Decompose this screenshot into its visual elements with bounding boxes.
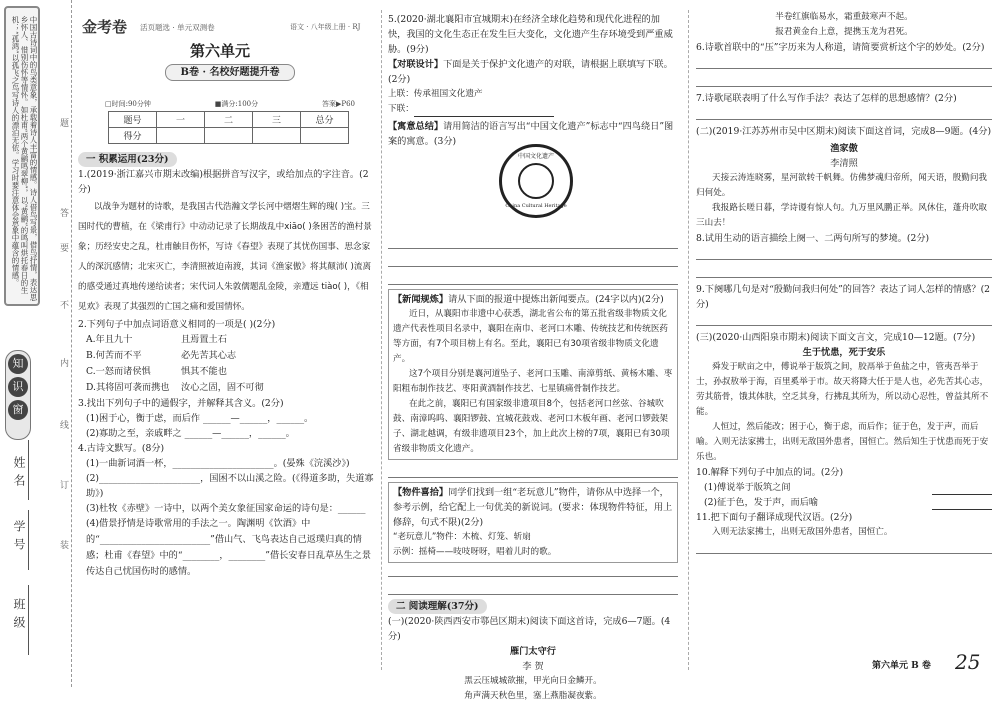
question-2-options <box>78 332 374 396</box>
question-10a-row <box>696 480 992 495</box>
question-10a: (1)傅说举于版筑之间 <box>704 482 791 493</box>
classical-paragraph: 人恒过，然后能改；困于心，衡于虑，而后作；征于色，发于声，而后喻。入则无法家拂士，出则无敌国外患者，国恒亡。然后知生于忧患而死于安乐也。 <box>696 422 989 462</box>
class-line[interactable] <box>28 585 29 655</box>
object-example: 示例：摇椅——吱吱呀呀，唱着儿时的歌。 <box>393 547 557 557</box>
score-header-cell: 二 <box>205 112 253 128</box>
question-3a[interactable]: (1)困于心，衡于虑，而后作 ______—______，______。 <box>86 413 314 424</box>
option-text[interactable]: C.一怒而诸侯惧 <box>86 366 151 377</box>
class-label: 班级 <box>12 598 26 634</box>
question-1-passage: 以战争为题材的诗歌，是我国古代浩瀚文学长河中熠熠生辉的瑰( )宝。三国时代的曹植，在《梁甫行》中动动记录了长期战乱中xiāo( )条困苦的渔村景象；历经安史之乱，杜甫触目伤怀，写诗《春望》表现了其忧伤国事、思念家人的深沉感情；北宋灭亡，李清照被迫南渡，其词《渔家傲》将其颠沛( )流离的感受通过真地传递给读者；宋代词人朱敦儒题乱金陵，亲遭远 tiào( )，《相见欢》表现了其强烈的亡国之痛和爱国情怀。 <box>78 202 372 312</box>
score-header-cell: 一 <box>157 112 205 128</box>
seal-char: 线 <box>58 420 68 429</box>
poem-line: 黑云压城城欲摧，甲光向日金鳞开。 <box>464 676 602 686</box>
question-4a[interactable]: (1)一曲新词酒一杯，______________________。(晏殊《浣溪沙》) <box>86 458 350 469</box>
question-11-sentence: 入则无法家拂士，出则无敌国外患者，国恒亡。 <box>712 527 893 537</box>
poem-line: 报君黄金台上意，提携玉龙为君死。 <box>775 27 913 37</box>
question-8: 8.试用生动的语言描绘上阕一、二两句所写的梦境。(2分) <box>696 233 930 244</box>
answer-line[interactable] <box>696 312 992 326</box>
question-4b[interactable]: (2)______________________，国困不以山溪之险。(《得道多助，失道寡助》) <box>86 473 374 499</box>
id-label: 学号 <box>12 520 26 556</box>
news-paragraph: 这7个项目分别是襄河道坠子、老河口玉雕、南漳剪纸、黄杨木雕、枣阳粗布制作技艺、枣阳黄酒制作技艺、七星镇痛骨制作技艺。 <box>393 369 673 394</box>
ci-paragraph: 天接云涛连晓雾，星河欲转千帆舞。仿佛梦魂归帝所，闻天语，殷勤问我归何处。 <box>696 173 988 198</box>
emblem-sun <box>518 163 554 199</box>
option-text[interactable]: A.年且九十 <box>86 334 133 345</box>
knowledge-banner <box>4 6 40 306</box>
ci-paragraph: 我报路长嗟日暮，学诗谩有惊人句。九万里风鹏正举。风休住，蓬舟吹取三山去！ <box>696 203 988 228</box>
answer-blank[interactable] <box>932 480 992 495</box>
question-4c[interactable]: (3)杜牧《赤壁》一诗中，以两个美女象征国家命运的诗句是：______ <box>86 503 366 514</box>
exam-meta <box>105 99 355 109</box>
news-box <box>388 289 678 460</box>
option-text: 且焉置土石 <box>181 334 227 345</box>
subject-label: 语文 · 八年级上册 · RJ <box>290 23 361 31</box>
question-10: 10.解释下列句子中加点的词。(2分) <box>696 467 844 478</box>
unit-title: 第六单元 <box>190 42 251 60</box>
score-label-cell: 得分 <box>109 128 157 144</box>
score-header-cell: 总分 <box>301 112 349 128</box>
lower-couplet-blank[interactable] <box>414 102 554 117</box>
seal-char: 不 <box>58 300 68 309</box>
classical-title: 生于忧患，死于安乐 <box>802 347 886 358</box>
name-label: 姓名 <box>12 456 26 492</box>
seal-char: 题 <box>58 118 68 127</box>
news-paragraph: 在此之前，襄阳已有国家级非遗项目8个，包括老河口丝弦、谷城吹鼓、南漳呜呜、襄阳锣鼓、宜城花鼓戏、老河口木板年画、老河口锣鼓架子、湖北越调，有级非遗项目23个，加上此次上榜的7项，襄阳已有30项省级非物质文化遗产。 <box>393 399 670 454</box>
object-heading: 【物件喜拾】 <box>393 487 449 498</box>
emblem-bottom-text: China Cultural Heritage <box>505 203 567 209</box>
answer-line[interactable] <box>388 253 678 267</box>
answer-line[interactable] <box>696 264 992 278</box>
column-left <box>78 152 374 580</box>
poem-author: 李 贺 <box>522 661 544 672</box>
poem-title: 雁门太守行 <box>510 646 556 657</box>
question-6: 6.诗歌首联中的“压”字历来为人称道，请简要赏析这个字的妙处。(2分) <box>696 42 985 53</box>
column-middle <box>388 12 678 704</box>
couplet-heading: 【对联设计】 <box>388 59 444 70</box>
question-4d[interactable]: (4)借景抒情是诗歌常用的手法之一。陶渊明《饮酒》中的“________________________”借山气、飞鸟表达自己返璞归真的情感；杜甫《春望》中的“________，________”借长安春日乱草丛生之景传达自己忧国伤时的感情。 <box>86 518 372 577</box>
poem-line: 角声满天秋色里，塞上燕脂凝夜紫。 <box>464 691 602 701</box>
question-10b-row <box>696 495 992 510</box>
binding-margin <box>0 0 72 687</box>
answer-line[interactable] <box>388 563 678 577</box>
badge-char: 识 <box>8 377 28 397</box>
score-header-cell: 题号 <box>109 112 157 128</box>
section-heading: 一 积累运用(23分) <box>78 152 177 167</box>
column-divider <box>381 10 382 670</box>
question-2: 2.下列句子中加点词语意义相同的一项是( )(2分) <box>78 319 276 330</box>
column-right <box>696 10 992 558</box>
time-info: □时间:90分钟 <box>105 100 151 108</box>
heritage-emblem <box>499 144 573 218</box>
question-3: 3.找出下列句子中的通假字，并解释其含义。(2分) <box>78 398 284 409</box>
series-label: 活页题选 · 单元双测卷 <box>140 23 215 32</box>
option-text: 必先苦其心志 <box>181 350 237 361</box>
answer-line[interactable] <box>696 246 992 260</box>
answer-line[interactable] <box>388 235 678 249</box>
badge-char: 窗 <box>8 400 28 420</box>
column-divider <box>688 10 689 670</box>
news-heading: 【新闻规炼】 <box>393 294 449 305</box>
object-question: 同学们找到一组“老玩意儿”物件，请你从中选择一个，参考示例，给它配上一句优美的新说词。(要求：体现物件特征，用上修辞，句式不限)(2分) <box>393 487 673 528</box>
question-1: 1.(2019·浙江嘉兴市期末改编)根据拼音写汉字，或给加点的字注音。(2分) <box>78 169 369 195</box>
upper-couplet: 上联：传承祖国文化遗产 <box>388 89 483 99</box>
badge-char: 知 <box>8 354 28 374</box>
answer-line[interactable] <box>388 464 678 478</box>
section-heading: 二 阅读理解(37分) <box>388 599 487 614</box>
page-number: 25 <box>955 650 981 674</box>
id-line[interactable] <box>28 510 29 570</box>
question-7: 7.诗歌尾联表明了什么写作手法？表达了怎样的思想感情？(2分) <box>696 93 957 104</box>
score-table <box>108 111 349 144</box>
seal-char: 要 <box>58 243 68 252</box>
option-text[interactable]: B.何苦而不平 <box>86 350 142 361</box>
answer-line[interactable] <box>696 73 992 87</box>
reading-1-intro: (一)(2020·陕西西安市鄠邑区期末)阅读下面这首诗，完成6—7题。(4分) <box>388 616 671 642</box>
page-footer: 第六单元 B 卷 <box>872 661 931 671</box>
classical-paragraph: 舜发于畎亩之中，傅说举于版筑之间，胶鬲举于鱼盐之中，管夷吾举于士，孙叔敖举于海，百里奚举于市。故天将降大任于是人也，必先苦其心志，劳其筋骨，饿其体肤，空乏其身，行拂乱其所为，所以动心忍性，曾益其所不能。 <box>696 362 989 417</box>
question-11: 11.把下面句子翻译成现代汉语。(2分) <box>696 512 853 523</box>
knowledge-badge <box>5 350 31 440</box>
question-3b[interactable]: (2)寡助之至，亲戚畔之 ______—______，______。 <box>86 428 295 439</box>
meaning-question: 请用简洁的语言写出“中国文化遗产”标志中“四鸟绕日”图案的寓意。(3分) <box>388 121 674 147</box>
answer-blank[interactable] <box>932 495 992 510</box>
reading-3-intro: (三)(2020·山西阳泉市期末)阅读下面文言文，完成10—12题。(7分) <box>696 332 976 343</box>
score-info: ■满分:100分 <box>214 100 259 108</box>
ci-title: 渔家傲 <box>830 143 858 154</box>
seal-char: 订 <box>58 480 68 489</box>
score-header-cell: 三 <box>253 112 301 128</box>
answer-line[interactable] <box>388 271 678 285</box>
paper-subtitle: B卷 · 名校好题提升卷 <box>165 64 295 81</box>
reading-2-intro: (二)(2019·江苏苏州市吴中区期末)阅读下面这首词，完成8—9题。(4分) <box>696 126 992 137</box>
answer-line[interactable] <box>696 55 992 69</box>
score-cell[interactable] <box>205 128 253 144</box>
couplet-question: 下面是关于保护文化遗产的对联，请根据上联填写下联。(2分) <box>388 59 673 85</box>
news-paragraph: 近日，从襄阳市非遗中心获悉，湖北省公布的第五批省级非物质文化遗产代表性项目名录中，襄阳在南巾、老河口木雕、传统技艺和传统医药等方面，有7个项目榜上有名。至此，襄阳已有30项省级非物质文化遗产。 <box>393 309 669 364</box>
answer-line[interactable] <box>696 540 992 554</box>
object-list: “老玩意儿”物件：木梳、灯笼、斩扇 <box>393 532 531 542</box>
seal-char: 内 <box>58 358 68 367</box>
option-text: 汝心之固，固不可彻 <box>181 382 264 393</box>
lower-couplet-label: 下联： <box>388 104 414 114</box>
answer-ref: 答案▶P60 <box>321 100 355 108</box>
object-box <box>388 482 678 563</box>
answer-line[interactable] <box>388 581 678 595</box>
question-4: 4.古诗文默写。(8分) <box>78 443 165 454</box>
lower-couplet-row <box>388 102 678 117</box>
answer-line[interactable] <box>696 106 992 120</box>
question-9: 9.下阕哪几句是对“殷勤问我归何处”的回答？表达了词人怎样的情感？(2分) <box>696 284 991 310</box>
brand-logo: 金考卷 <box>82 18 128 36</box>
score-cell[interactable] <box>301 128 349 144</box>
banner-text: 中国古诗词中的鸟类意象，承载着诗人丰富的情感。诗人借鸟写景，借鸟抒情，表达思乡怀人、惜别伤怀等情怀。如杜甫“两个黄鹂鸣翠柳”，以“黄鹂”的鸣叫烘托春日的生机；“孤鸿”以孤飞之鸟写诗人的漂泊无依。学习时要注意体会意象中蕴含的情感。 <box>11 16 38 301</box>
name-line[interactable] <box>28 440 29 500</box>
seal-char: 装 <box>58 540 68 549</box>
option-text: 惧其不能也 <box>181 366 227 377</box>
meaning-heading: 【寓意总结】 <box>388 121 444 132</box>
score-cell[interactable] <box>157 128 205 144</box>
seal-char: 答 <box>58 208 68 217</box>
ci-author: 李清照 <box>830 158 858 169</box>
emblem-top-text: 中国文化遗产 <box>517 153 554 160</box>
news-question: 请从下面的报道中提炼出新闻要点。(24字以内)(2分) <box>448 294 664 305</box>
question-5: 5.(2020·湖北襄阳市宜城期末)在经济全球化趋势和现代化进程的加快，我国的文化生态正在发生巨大变化，文化遗产生存环境受到严重威胁。(9分) <box>388 14 673 55</box>
score-cell[interactable] <box>253 128 301 144</box>
poem-line: 半卷红旗临易水，霜重鼓寒声不起。 <box>775 12 913 22</box>
question-10b: (2)征于色，发于声，而后喻 <box>704 497 819 508</box>
option-text[interactable]: D.其将固可袭而携也 <box>86 382 170 393</box>
